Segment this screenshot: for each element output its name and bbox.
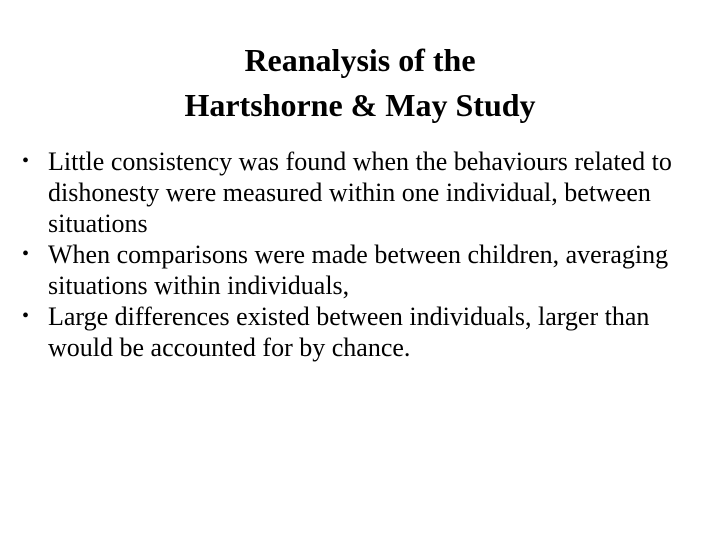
bullet-marker: • [22,243,30,265]
bullet-item-comparisons [22,239,712,301]
bullet-text: Little consistency was found when the behaviours related to dishonesty were measured within one individual, between situations [48,147,672,238]
bullet-item-consistency [22,146,712,239]
slide-title-line-2: Hartshorne & May Study [184,87,536,123]
bullet-marker: • [22,305,30,327]
slide-title [0,38,720,128]
bullet-list [22,146,712,363]
bullet-marker: • [22,150,30,172]
bullet-text: When comparisons were made between children, averaging situations within individuals, [48,240,669,300]
bullet-item-differences [22,301,712,363]
bullet-text: Large differences existed between individuals, larger than would be accounted for by chance. [48,302,650,362]
slide-title-line-1: Reanalysis of the [244,42,476,78]
